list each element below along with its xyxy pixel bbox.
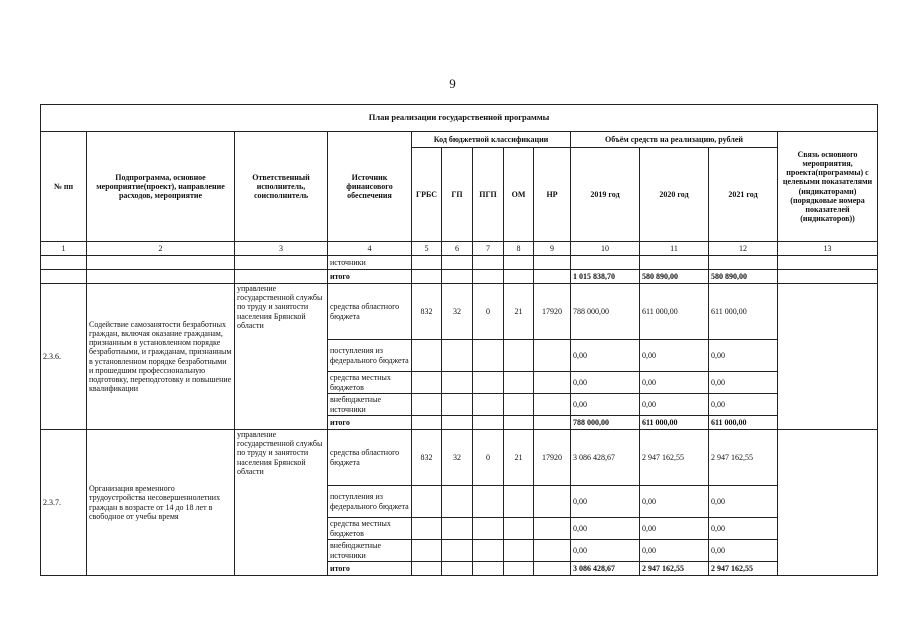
- header-2019: 2019 год: [571, 148, 640, 242]
- col-number: 11: [640, 242, 709, 256]
- col-number: 7: [473, 242, 504, 256]
- source-cell: средства областного бюджета: [328, 284, 412, 340]
- value-2020: 0,00: [640, 340, 709, 372]
- total-2021: 580 890,00: [709, 270, 778, 284]
- header-nr: НР: [534, 148, 571, 242]
- activity-name: Содействие самозанятости безработных граждан, включая оказание гражданам, признанным в установленном порядке безработными, и гражданам, признанным в установленном порядке безработными и прошедшим профессиональную подготовку, переподготовку и повышение квалификации: [87, 284, 235, 430]
- plan-table: [40, 104, 878, 576]
- total-2019: 1 015 838,70: [571, 270, 640, 284]
- value-2019: 0,00: [571, 540, 640, 562]
- source-cell: внебюджетные источники: [328, 394, 412, 416]
- table-title: План реализации государственной программы: [41, 105, 878, 132]
- value-2019: 0,00: [571, 394, 640, 416]
- value-2021: 0,00: [709, 340, 778, 372]
- total-2021: 2 947 162,55: [709, 562, 778, 576]
- om-cell: 21: [504, 430, 534, 486]
- value-2020: 0,00: [640, 394, 709, 416]
- value-2021: 2 947 162,55: [709, 430, 778, 486]
- value-2019: 3 086 428,67: [571, 430, 640, 486]
- col-number: 8: [504, 242, 534, 256]
- value-2020: 0,00: [640, 372, 709, 394]
- header-num: № пп: [41, 132, 87, 242]
- value-2019: 0,00: [571, 518, 640, 540]
- om-cell: 21: [504, 284, 534, 340]
- column-number-row: [41, 242, 878, 256]
- value-2020: 0,00: [640, 518, 709, 540]
- col-number: 6: [442, 242, 473, 256]
- source-total: итого: [328, 416, 412, 430]
- value-2021: 0,00: [709, 486, 778, 518]
- value-2020: 0,00: [640, 486, 709, 518]
- source-cell: поступления из федерального бюджета: [328, 340, 412, 372]
- header-budget-class: Код бюджетной классификации: [412, 132, 571, 148]
- total-2019: 788 000,00: [571, 416, 640, 430]
- value-2021: 0,00: [709, 372, 778, 394]
- value-2021: 0,00: [709, 540, 778, 562]
- gp-cell: 32: [442, 430, 473, 486]
- value-2020: 0,00: [640, 540, 709, 562]
- total-2020: 580 890,00: [640, 270, 709, 284]
- table-row: [41, 270, 878, 284]
- header-pgp: ПГП: [473, 148, 504, 242]
- total-2020: 2 947 162,55: [640, 562, 709, 576]
- header-grbs: ГРБС: [412, 148, 442, 242]
- total-2020: 611 000,00: [640, 416, 709, 430]
- value-2019: 0,00: [571, 372, 640, 394]
- source-cell: средства местных бюджетов: [328, 372, 412, 394]
- col-number: 3: [235, 242, 328, 256]
- grbs-cell: 832: [412, 430, 442, 486]
- executor-cell: управление государственной службы по труду и занятости населения Брянской области: [235, 284, 328, 430]
- row-number: 2.3.6.: [41, 284, 87, 430]
- col-number: 12: [709, 242, 778, 256]
- col-number: 2: [87, 242, 235, 256]
- table-row: [41, 256, 878, 270]
- col-number: 10: [571, 242, 640, 256]
- col-number: 9: [534, 242, 571, 256]
- table-row: [41, 284, 878, 340]
- col-number: 13: [778, 242, 878, 256]
- row-number: 2.3.7.: [41, 430, 87, 576]
- header-om: ОМ: [504, 148, 534, 242]
- header-2020: 2020 год: [640, 148, 709, 242]
- link-cell: [778, 284, 878, 430]
- link-cell: [778, 430, 878, 576]
- pgp-cell: 0: [473, 430, 504, 486]
- value-2019: 0,00: [571, 340, 640, 372]
- activity-name: Организация временного трудоустройства несовершеннолетних граждан в возрасте от 14 до 18 лет в свободное от учебы время: [87, 430, 235, 576]
- col-number: 5: [412, 242, 442, 256]
- source-cell: источники: [328, 256, 412, 270]
- header-funds: Объём средств на реализацию, рублей: [571, 132, 778, 148]
- source-cell: внебюджетные источники: [328, 540, 412, 562]
- value-2019: 788 000,00: [571, 284, 640, 340]
- table-row: [41, 430, 878, 486]
- total-2019: 3 086 428,67: [571, 562, 640, 576]
- header-gp: ГП: [442, 148, 473, 242]
- col-number: 1: [41, 242, 87, 256]
- col-number: 4: [328, 242, 412, 256]
- header-link: Связь основного мероприятия, проекта(программы) с целевыми показателями (индикаторами) (порядковые номера показателей (индикаторов)): [778, 132, 878, 242]
- value-2021: 0,00: [709, 518, 778, 540]
- source-total: итого: [328, 270, 412, 284]
- pgp-cell: 0: [473, 284, 504, 340]
- page-number: 9: [449, 76, 456, 91]
- header-2021: 2021 год: [709, 148, 778, 242]
- header-name: Подпрограмма, основное мероприятие(проект), направление расходов, мероприятие: [87, 132, 235, 242]
- source-total: итого: [328, 562, 412, 576]
- gp-cell: 32: [442, 284, 473, 340]
- value-2019: 0,00: [571, 486, 640, 518]
- value-2021: 611 000,00: [709, 284, 778, 340]
- nr-cell: 17920: [534, 430, 571, 486]
- value-2020: 611 000,00: [640, 284, 709, 340]
- header-source: Источник финансового обеспечения: [328, 132, 412, 242]
- source-cell: поступления из федерального бюджета: [328, 486, 412, 518]
- grbs-cell: 832: [412, 284, 442, 340]
- source-cell: средства областного бюджета: [328, 430, 412, 486]
- source-cell: средства местных бюджетов: [328, 518, 412, 540]
- total-2021: 611 000,00: [709, 416, 778, 430]
- header-executor: Ответственный исполнитель, соисполнитель: [235, 132, 328, 242]
- executor-cell: управление государственной службы по труду и занятости населения Брянской области: [235, 430, 328, 576]
- value-2021: 0,00: [709, 394, 778, 416]
- nr-cell: 17920: [534, 284, 571, 340]
- value-2020: 2 947 162,55: [640, 430, 709, 486]
